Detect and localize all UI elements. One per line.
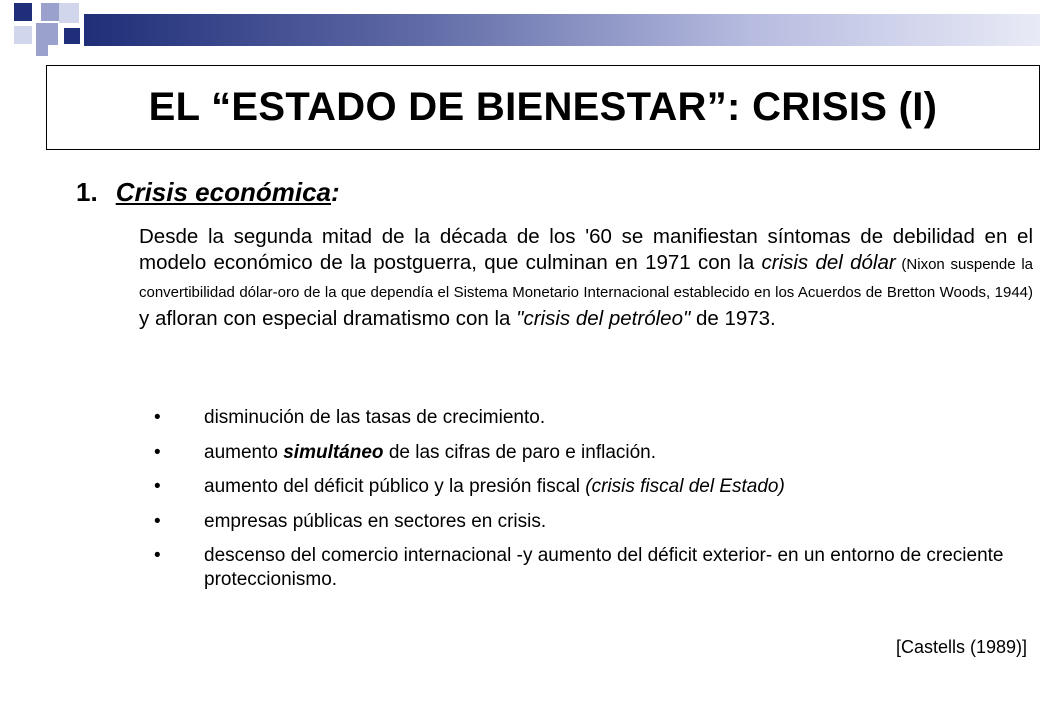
list-item-text: de las cifras de paro e inflación. — [383, 441, 657, 463]
paragraph-text: de 1973. — [690, 307, 776, 330]
decor-square — [41, 3, 59, 21]
list-item-text: descenso del comercio internacional -y aumento del déficit exterior- en un entorno de creciente proteccionismo. — [204, 545, 1004, 590]
list-item — [148, 406, 1048, 430]
paragraph-emphasis: crisis del dólar — [761, 251, 896, 274]
paragraph-emphasis: "crisis del petróleo" — [516, 307, 691, 330]
list-item-emphasis: simultáneo — [283, 441, 384, 463]
decor-square — [36, 44, 48, 56]
list-item — [148, 475, 1048, 499]
decor-square — [64, 28, 80, 44]
paragraph-text: y afloran con especial dramatismo con la — [139, 307, 517, 330]
slide-title: EL “ESTADO DE BIENESTAR”: CRISIS (I) — [148, 85, 938, 129]
list-item-text: empresas públicas en sectores en crisis. — [204, 510, 547, 532]
section-colon: : — [331, 177, 340, 207]
bullet-icon: • — [154, 407, 161, 428]
section-title: Crisis económica — [115, 177, 331, 207]
list-item — [148, 510, 1048, 534]
bullet-icon: • — [154, 441, 161, 463]
decor-square — [14, 3, 32, 21]
decor-square — [59, 3, 79, 23]
bullet-icon: • — [154, 510, 161, 532]
citation: [Castells (1989)] — [895, 637, 1027, 657]
paragraph-text: Desde la segunda mitad de la década de los '60 se manifiestan síntomas de debilidad en el modelo económico de la postguerra, que culminan en 1971 con la — [139, 225, 1033, 274]
title-box — [46, 65, 1040, 150]
paragraph-note: (Nixon suspende la convertibilidad dólar-oro de la que dependía el Sistema Monetario Internacional establecido en los Acuerdos de Bretton Woods, 1944) — [139, 256, 1033, 301]
bullet-icon: • — [154, 476, 161, 497]
bullet-list — [148, 406, 1048, 603]
list-item-text: aumento del déficit público y la presión fiscal — [204, 476, 586, 497]
bullet-icon: • — [154, 545, 161, 566]
intro-paragraph — [139, 224, 1033, 332]
list-item-text: aumento — [204, 441, 284, 463]
decor-square — [14, 26, 32, 44]
list-item-text: disminución de las tasas de crecimiento. — [204, 407, 546, 428]
header-bar — [84, 14, 1040, 46]
list-item-emphasis: (crisis fiscal del Estado) — [585, 476, 785, 497]
section-number: 1. — [76, 177, 98, 207]
section-heading — [76, 177, 340, 208]
list-item — [148, 544, 1048, 592]
list-item — [148, 441, 1048, 465]
decor-square — [36, 23, 58, 45]
